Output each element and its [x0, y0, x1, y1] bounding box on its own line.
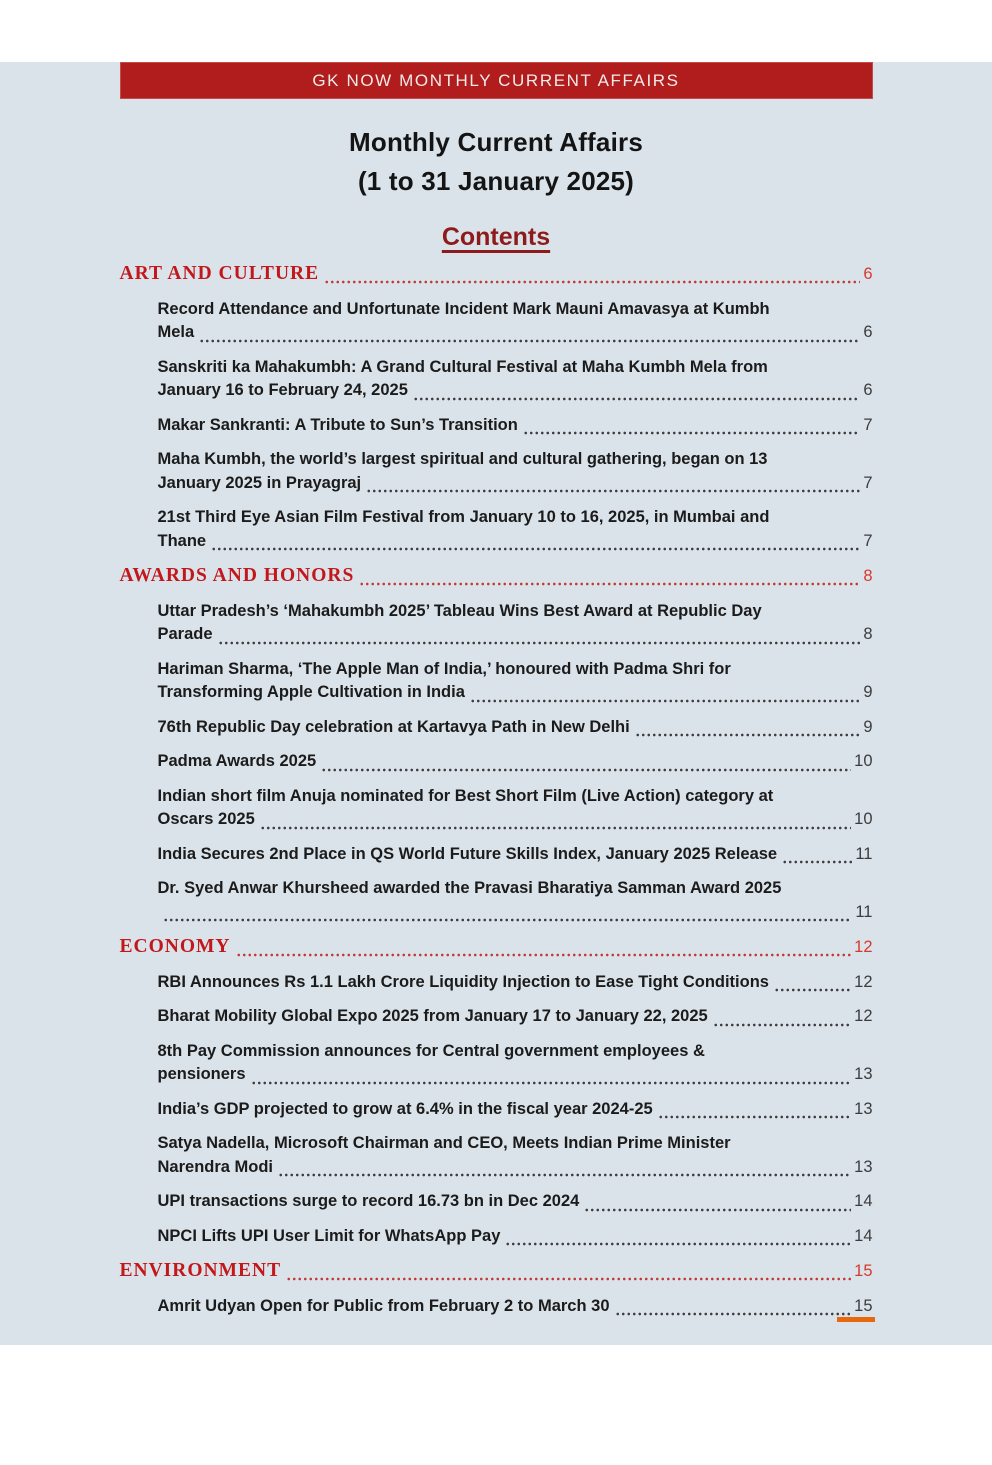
toc-lastline — [158, 1098, 873, 1122]
toc-lastline — [158, 808, 873, 832]
toc-lastline — [158, 379, 873, 403]
toc-dot-leader — [260, 826, 851, 830]
toc-lastline — [158, 472, 873, 496]
toc-dot-leader — [251, 1081, 852, 1085]
toc-lastline — [158, 1063, 873, 1087]
toc-title-line: Dr. Syed Anwar Khursheed awarded the Pravasi Bharatiya Samman Award 2025 — [157, 879, 782, 897]
toc-lastline — [158, 681, 873, 705]
toc-dot-leader — [774, 988, 851, 992]
toc-row[interactable] — [120, 935, 873, 960]
toc-row[interactable] — [120, 1259, 873, 1284]
toc-dot-leader — [523, 431, 861, 435]
toc-page-number: 14 — [854, 1192, 873, 1210]
toc-title-line: Satya Nadella, Microsoft Chairman and CEO, Meets Indian Prime Minister — [157, 1134, 731, 1152]
toc-lastline — [120, 262, 873, 287]
toc-row[interactable] — [120, 506, 873, 553]
toc-page-number: 13 — [854, 1099, 873, 1118]
toc-dot-leader — [211, 547, 860, 551]
toc-page-number: 7 — [863, 473, 873, 492]
toc-page-number: 11 — [855, 902, 873, 921]
toc-page-number: 9 — [863, 717, 873, 736]
toc-row[interactable] — [120, 877, 873, 924]
toc-page-number: 8 — [863, 625, 873, 643]
toc-title-line: 21st Third Eye Asian Film Festival from January 10 to 16, 2025, in Mumbai and — [157, 508, 770, 526]
toc-page-number: 10 — [854, 810, 873, 828]
toc-entry-title: pensioners — [157, 1065, 246, 1083]
page-title-line2: (1 to 31 January 2025) — [357, 166, 635, 196]
toc-lastline — [120, 564, 873, 589]
toc-dot-leader — [199, 339, 860, 343]
toc-dot-leader — [615, 1312, 852, 1316]
toc-dot-leader — [278, 1173, 851, 1177]
toc-dot-leader — [218, 641, 861, 645]
page-title-line1: Monthly Current Affairs — [349, 127, 643, 157]
toc-page-number: 7 — [863, 415, 873, 434]
toc-lastline — [158, 530, 873, 554]
toc-lastline — [158, 1295, 873, 1319]
toc-row[interactable] — [120, 298, 873, 345]
toc-lastline — [158, 971, 873, 995]
toc-entry-title: ECONOMY — [119, 936, 231, 957]
toc-row[interactable] — [120, 356, 873, 403]
toc-entry-title: Thane — [157, 531, 207, 550]
toc-entry-title: Amrit Udyan Open for Public from February 2 to March 30 — [157, 1296, 610, 1315]
toc-page-number: 12 — [854, 972, 873, 991]
toc-row[interactable] — [120, 414, 873, 438]
toc-prelines — [158, 1132, 873, 1156]
toc-row[interactable] — [120, 1132, 873, 1179]
toc-page-number: 6 — [863, 265, 873, 283]
toc-lastline — [158, 716, 873, 740]
toc-title-line: Hariman Sharma, ‘The Apple Man of India,’ honoured with Padma Shri for — [157, 659, 731, 678]
toc-page-number: 8 — [863, 567, 873, 585]
toc-row[interactable] — [120, 600, 873, 647]
toc-dot-leader — [658, 1115, 851, 1119]
toc-dot-leader — [505, 1242, 851, 1246]
toc-prelines — [158, 877, 873, 901]
toc-entry-title: Makar Sankranti: A Tribute to Sun’s Transition — [157, 415, 518, 434]
toc-entry-title: Transforming Apple Cultivation in India — [157, 683, 465, 701]
header-banner-text: GK NOW MONTHLY CURRENT AFFAIRS — [312, 70, 680, 90]
toc-title-line: Record Attendance and Unfortunate Incident Mark Mauni Amavasya at Kumbh — [157, 299, 770, 318]
contents-heading: Contents — [441, 223, 551, 251]
toc-entry-title: India Secures 2nd Place in QS World Future Skills Index, January 2025 Release — [157, 844, 778, 863]
toc-entry-title: UPI transactions surge to record 16.73 bn in Dec 2024 — [157, 1192, 580, 1210]
toc-page-number: 12 — [854, 938, 873, 956]
toc-lastline — [158, 623, 873, 647]
toc-entry-title: RBI Announces Rs 1.1 Lakh Crore Liquidity Injection to Ease Tight Conditions — [157, 972, 769, 991]
toc-entry-title: Oscars 2025 — [157, 810, 255, 828]
toc-entry-title: Parade — [157, 625, 213, 643]
toc-page-number: 10 — [854, 752, 873, 770]
toc-lastline — [158, 901, 873, 925]
toc-prelines — [158, 785, 873, 809]
toc-entry-title: Mela — [157, 323, 195, 341]
document-page — [0, 62, 992, 1345]
toc-page-number: 11 — [855, 844, 873, 863]
toc-row[interactable] — [120, 564, 873, 589]
toc-title-line: Sanskriti ka Mahakumbh: A Grand Cultural Festival at Maha Kumbh Mela from — [157, 357, 768, 376]
toc-prelines — [158, 448, 873, 472]
toc-dot-leader — [584, 1208, 851, 1212]
toc-title-line: 8th Pay Commission announces for Central government employees & — [157, 1041, 705, 1060]
toc-dot-leader — [163, 918, 853, 922]
toc-dot-leader — [782, 860, 852, 864]
toc-row[interactable] — [120, 1190, 873, 1214]
toc-dot-leader — [236, 953, 852, 957]
toc-prelines — [158, 658, 873, 682]
toc-lastline — [158, 321, 873, 345]
toc-dot-leader — [321, 768, 851, 772]
header-banner — [120, 62, 873, 99]
toc-entry-title: ART AND CULTURE — [119, 263, 320, 284]
toc-title-line: Uttar Pradesh’s ‘Mahakumbh 2025’ Tableau Wins Best Award at Republic Day — [157, 601, 762, 620]
title-block — [0, 123, 992, 201]
toc-entry-title: January 2025 in Prayagraj — [157, 473, 362, 492]
toc-row[interactable] — [120, 843, 873, 867]
toc-page-number: 7 — [863, 531, 873, 550]
toc-dot-leader — [413, 397, 860, 401]
toc-page-number: 15 — [854, 1262, 873, 1280]
toc-page-number: 6 — [863, 381, 873, 399]
toc-dot-leader — [324, 280, 860, 284]
toc-entry-title: AWARDS AND HONORS — [119, 565, 355, 586]
toc-lastline — [158, 843, 873, 867]
toc-page-number: 12 — [854, 1007, 873, 1025]
toc-dot-leader — [470, 699, 860, 703]
toc-row[interactable] — [120, 785, 873, 832]
toc-entry-title: January 16 to February 24, 2025 — [157, 381, 408, 399]
outside-page-area — [0, 1345, 992, 1465]
toc-row[interactable] — [120, 262, 873, 287]
toc-row[interactable] — [120, 1098, 873, 1122]
toc-dot-leader — [366, 489, 860, 493]
toc-entry-title: 76th Republic Day celebration at Kartavya Path in New Delhi — [157, 717, 630, 736]
toc-page-number-highlighted: 15 — [854, 1295, 872, 1319]
toc-dot-leader — [359, 582, 860, 586]
toc-lastline — [158, 1190, 873, 1214]
toc-lastline — [158, 1225, 873, 1249]
toc-prelines — [158, 298, 873, 322]
toc-prelines — [158, 600, 873, 624]
toc-lastline — [158, 1156, 873, 1180]
toc-row[interactable] — [120, 1040, 873, 1087]
toc-row[interactable] — [120, 971, 873, 995]
toc-title-line: Indian short film Anuja nominated for Best Short Film (Live Action) category at — [157, 786, 774, 805]
toc-prelines — [158, 356, 873, 380]
contents-heading-wrap — [0, 223, 992, 252]
toc-dot-leader — [286, 1277, 851, 1281]
toc-page-number: 9 — [863, 683, 873, 701]
toc-page-number: 14 — [854, 1226, 873, 1245]
toc — [120, 262, 873, 1318]
toc-row[interactable] — [120, 448, 873, 495]
toc-row[interactable] — [120, 716, 873, 740]
toc-entry-title: India’s GDP projected to grow at 6.4% in the fiscal year 2024-25 — [157, 1099, 653, 1118]
toc-prelines — [158, 1040, 873, 1064]
toc-page-number: 6 — [863, 323, 873, 341]
toc-page-number: 13 — [854, 1157, 873, 1176]
toc-row[interactable] — [120, 1295, 873, 1319]
toc-row[interactable] — [120, 750, 873, 774]
toc-dot-leader — [635, 733, 861, 737]
toc-lastline — [158, 414, 873, 438]
toc-lastline — [120, 1259, 873, 1284]
toc-row[interactable] — [120, 658, 873, 705]
toc-row[interactable] — [120, 1225, 873, 1249]
toc-lastline — [158, 1005, 873, 1029]
toc-entry-title: Narendra Modi — [157, 1157, 274, 1176]
toc-dot-leader — [713, 1023, 851, 1027]
toc-entry-title: ENVIRONMENT — [119, 1260, 282, 1281]
toc-lastline — [120, 935, 873, 960]
toc-lastline — [158, 750, 873, 774]
toc-entry-title: Bharat Mobility Global Expo 2025 from January 17 to January 22, 2025 — [157, 1007, 708, 1025]
toc-entry-title: Padma Awards 2025 — [157, 752, 317, 770]
toc-row[interactable] — [120, 1005, 873, 1029]
toc-title-line: Maha Kumbh, the world’s largest spiritual and cultural gathering, began on 13 — [157, 450, 768, 468]
toc-prelines — [158, 506, 873, 530]
toc-page-number: 13 — [854, 1065, 873, 1083]
toc-entry-title: NPCI Lifts UPI User Limit for WhatsApp Pay — [157, 1226, 501, 1245]
